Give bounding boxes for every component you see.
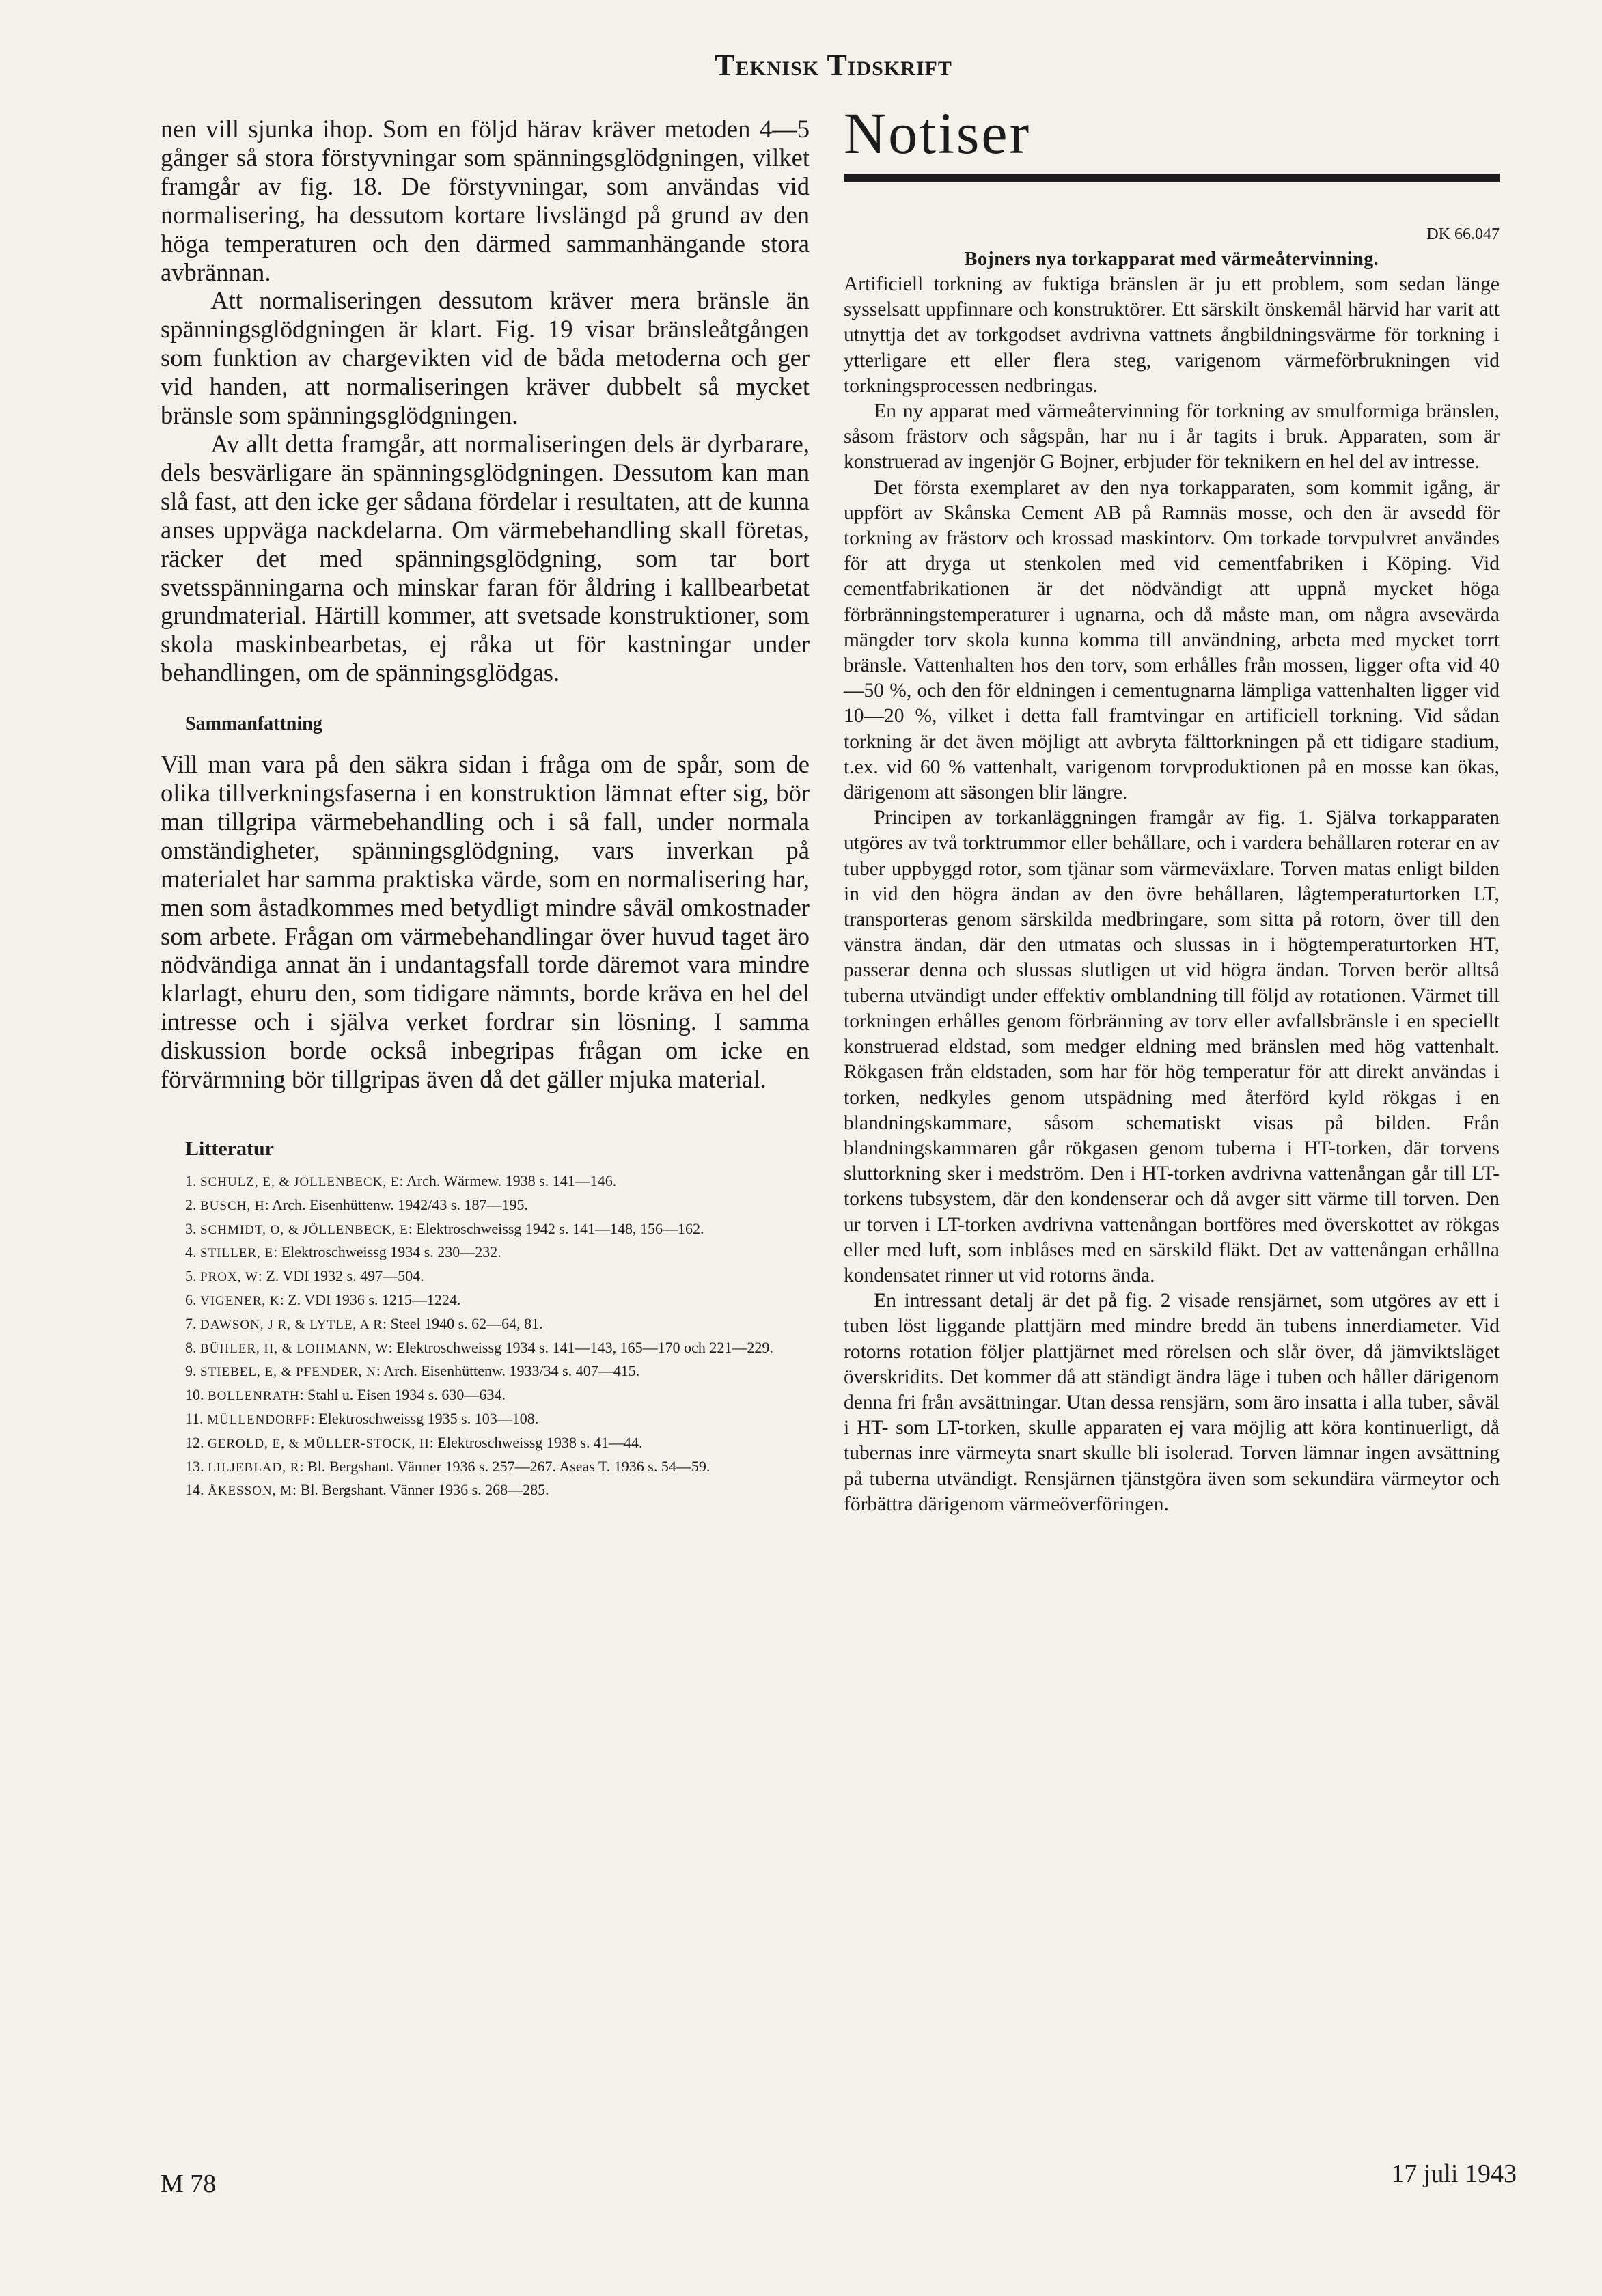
reference-item: 3. SCHMIDT, O, & JÖLLENBECK, E: Elektroschweissg 1942 s. 141—148, 156—162. <box>185 1219 704 1237</box>
reference-item: 8. BÜHLER, H, & LOHMANN, W: Elektroschweissg 1934 s. 141—143, 165—170 och 221—229. <box>185 1338 773 1356</box>
reference-item: 13. LILJEBLAD, R: Bl. Bergshant. Vänner 1936 s. 257—267. Aseas T. 1936 s. 54—59. <box>185 1457 710 1475</box>
body-paragraph: Att normaliseringen dessutom kräver mera bränsle än spänningsglödgningen är klart. Fig. 19 visar bränsleåtgången som funktion av chargevikten vid de båda metoderna och ger vid handen, att normaliseringen kräver dubbelt så mycket bränsle som spänningsglödgningen. <box>161 286 810 430</box>
page-number: M 78 <box>161 2170 217 2198</box>
section-title: Notiser <box>844 100 1032 166</box>
reference-item: 1. SCHULZ, E, & JÖLLENBECK, E: Arch. Wärmew. 1938 s. 141—146. <box>185 1172 617 1189</box>
journal-masthead: TEKNISK TIDSKRIFT <box>715 49 952 82</box>
article-paragraph: En intressant detalj är det på fig. 2 visade rensjärnet, som utgöres av ett i tuben löst liggande plattjärn med mindre bredd än tubens innerdiameter. Vid rotorns rotation följer plattjärnet med rörelsen och slår över, då jämviktsläget överskridits. Det kommer då att ständigt ändra läge i tuben och håller därigenom denna fri från avsättningar. Utan dessa rensjärn, som äro insatta i alla tuber, såväl i HT- som LT-torken, skulle apparaten ej vara möjlig att köra kontinuerligt, då tubernas inre värmeyta snart skulle bli isolerad. Torven lämnar ingen avsättning på tuberna utvändigt. Rensjärnen tjänstgöra även som sekundära värmeytor och förbättra därigenom värmeöverföringen. <box>844 1290 1500 1515</box>
article-title: Bojners nya torkapparat med värmeåtervinning. <box>964 249 1379 270</box>
dk-classification: DK 66.047 <box>1426 225 1500 243</box>
reference-item: 4. STILLER, E: Elektroschweissg 1934 s. 230—232. <box>185 1243 501 1261</box>
article-paragraph: En ny apparat med värmeåtervinning för torkning av smulformiga bränslen, såsom frästorv och sågspån, har nu i år tagits i bruk. Apparaten, som är konstruerad av ingenjör G Bojner, erbjuder för teknikern en hel del av intresse. <box>844 400 1500 473</box>
summary-paragraph: Vill man vara på den säkra sidan i fråga om de spår, som de olika tillverkningsfaserna i en konstruktion lämnat efter sig, bör man tillgripa värmebehandling och i så fall, under normala omständigheter, spänningsglödgning, vars inverkan på materialet har samma praktiska värde, som en normalisering har, men som åstadkommes med betydligt mindre såväl omkostnader som arbete. Frågan om värmebehandlingar över huvud taget äro nödvändiga annat än i undantagsfall torde däremot vara mindre klarlagt, ehuru den, som tidigare nämnts, borde kräva en hel del intresse och i själva verket fordrar sin lösning. I samma diskussion borde också inbegripas frågan om icke en förvärmning bör tillgripas även då det gäller mjuka material. <box>161 750 810 1094</box>
summary-heading: Sammanfattning <box>185 713 322 735</box>
right-column <box>844 102 1500 1517</box>
article-paragraph: Artificiell torkning av fuktiga bränslen är ju ett problem, som sedan länge sysselsatt uppfinnare och konstruktörer. Ett särskilt önskemål härvid har varit att utnyttja det av torkgodset avdrivna vattnets ångbildningsvärme för torkning i ytterligare ett eller flera steg, varigenom värmeförbrukningen vid torkningsprocessen nedbringas. <box>844 273 1500 397</box>
body-paragraph: nen vill sjunka ihop. Som en följd härav kräver metoden 4—5 gånger så stora förstyvningar som spänningsglödgningen, vilket framgår av fig. 18. De förstyvningar, som användas vid normalisering, ha dessutom kortare livslängd på grund av den höga temperaturen och den därmed sammanhängande stora avbrännan. <box>161 115 810 286</box>
reference-item: 9. STIEBEL, E, & PFENDER, N: Arch. Eisenhüttenw. 1933/34 s. 407—415. <box>185 1362 640 1380</box>
reference-item: 14. ÅKESSON, M: Bl. Bergshant. Vänner 1936 s. 268—285. <box>185 1481 549 1499</box>
article-paragraph: Principen av torkanläggningen framgår av fig. 1. Själva torkapparaten utgöres av två torktrummor eller behållare, och i vardera behållaren roterar en av tuber uppbyggd rotor, som tjänar som värmeväxlare. Torven matas enligt bilden in vid den högra ändan av den övre behållaren, lågtemperaturtorken LT, transporteras genom särskilda medbringare, som sitta på rotorn, över till den vänstra ändan, där den utmatas och slussas in i högtemperaturtorken HT, passerar denna och slussas slutligen ut vid högra ändan. Torven berör alltså tuberna utvändigt under effektiv omblandning till följd av rotationen. Värmet till torkningen erhålles genom förbränning av torv eller avfallsbränsle i en speciellt konstruerad eldstad, som medger eldning med bränslen med hög vattenhalt. Rökgasen från eldstaden, som har för hög temperatur för att direkt användas i torken, nedkyles genom utspädning med återförd kyld rökgas i en blandningskammare, såsom schematiskt visas på bilden. Från blandningskammaren går rökgasen genom tuberna i HT-torken, där torvens sluttorkning sker i medström. Den i HT-torken avdrivna vattenångan går till LT-torkens tubsystem, där den kondenserar och då avger sitt värme till torven. Den ur torven i LT-torken avdrivna vattenångan bortföres med överskottet av rökgas eller med luft, som inblåses med en särskild fläkt. Det av vattenångan erhållna kondensatet rinner ut vid rotorns ända. <box>844 807 1500 1286</box>
body-paragraph: Av allt detta framgår, att normaliseringen dels är dyrbarare, dels besvärligare än spänningsglödgningen. Dessutom kan man slå fast, att den icke ger sådana fördelar i resultaten, att de kunna anses uppväga nackdelarna. Om värmebehandling skall företas, räcker det med spänningsglödgning, som tar bort svetsspänningarna och minskar faran för åldring i kallbearbetat grundmaterial. Härtill kommer, att svetsade konstruktioner, som skola maskinbearbetas, ej råka ut för kastningar under behandlingen, om de spänningsglödgas. <box>161 429 810 687</box>
reference-item: 11. MÜLLENDORFF: Elektroschweissg 1935 s. 103—108. <box>185 1409 539 1427</box>
literature-heading: Litteratur <box>185 1137 274 1160</box>
reference-item: 10. BOLLENRATH: Stahl u. Eisen 1934 s. 630—634. <box>185 1386 506 1404</box>
left-column <box>161 115 810 1503</box>
reference-list <box>161 1170 810 1503</box>
issue-date: 17 juli 1943 <box>1391 2159 1517 2188</box>
reference-item: 12. GEROLD, E, & MÜLLER-STOCK, H: Elektroschweissg 1938 s. 41—44. <box>185 1433 643 1451</box>
reference-item: 5. PROX, W: Z. VDI 1932 s. 497—504. <box>185 1267 424 1285</box>
article-paragraph: Det första exemplaret av den nya torkapparaten, som kommit igång, är uppfört av Skånska Cement AB på Ramnäs mosse, och den är avsedd för torkning av frästorv och krossad maskintorv. Om torkade torvpulvret användes för att dryga ut stenkolen med vid cementfabriken i Köping. Vid cementfabrikationen är det nödvändigt att uppnå mycket höga förbränningstemperaturer i ugnarna, och då måste man, om några avsevärda mängder torv skola kunna komma till användning, arbeta med mycket torrt bränsle. Vattenhalten hos den torv, som erhålles från mossen, ligger ofta vid 40—50 %, och den för eldningen i cementugnarna lämpliga vattenhalten ligger vid 10—20 %, vilket i detta fall framtvingar en artificiell torkning. Vid sådan torkning är det även möjligt att avbryta fälttorkningen på ett tidigare stadium, t.ex. vid 60 % vattenhalt, varigenom torvproduktionen på en mosse kan ökas, därigenom att säsongen blir längre. <box>844 476 1500 804</box>
reference-item: 2. BUSCH, H: Arch. Eisenhüttenw. 1942/43 s. 187—195. <box>185 1195 528 1213</box>
section-rule <box>844 174 1500 182</box>
reference-item: 6. VIGENER, K: Z. VDI 1936 s. 1215—1224. <box>185 1290 461 1308</box>
reference-item: 7. DAWSON, J R, & LYTLE, A R: Steel 1940 s. 62—64, 81. <box>185 1314 543 1332</box>
